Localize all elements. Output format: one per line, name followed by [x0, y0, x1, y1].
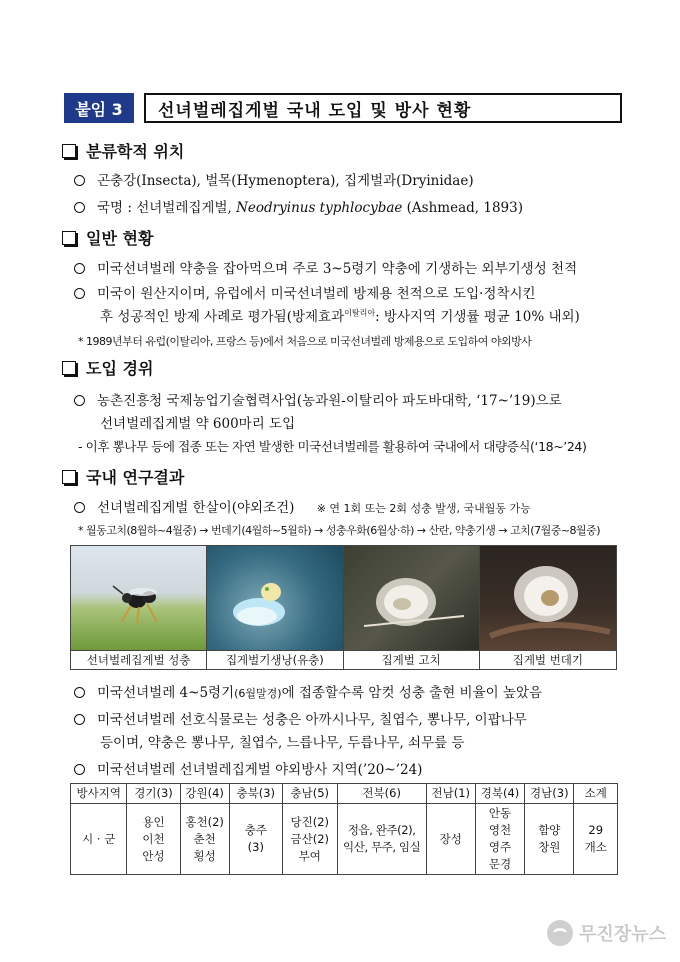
- circle-bullet-icon: [74, 175, 85, 186]
- lifecycle-note: ※ 연 1회 또는 2회 성충 발생, 국내월동 가능: [316, 502, 531, 515]
- appendix-header: [64, 93, 622, 123]
- scientific-name: Neodryinus typhlocybae: [236, 200, 403, 216]
- photo-caption: 선녀벌레집게벌 성충: [71, 650, 206, 669]
- lifecycle-detail-note: * 월동고치(8월하~4월중) → 번데기(4월하~5월하) → 성충우화(6월상·하) → 산란, 약충기생 → 고치(7월중~8월중): [78, 524, 601, 537]
- table-header-cell: 경남(3): [525, 784, 574, 804]
- section-title: 일반 현황: [86, 229, 154, 248]
- section-title: 국내 연구결과: [86, 468, 185, 487]
- checkbox-bullet-icon: [62, 361, 76, 375]
- intro-line-1-cont: 선녀벌레집게벌 약 600마리 도입: [100, 416, 296, 432]
- photo-adult: [71, 546, 207, 669]
- circle-bullet-icon: [74, 288, 85, 299]
- photo-cocoon: [344, 546, 480, 669]
- photo-caption: 집게벌 번데기: [480, 650, 616, 669]
- appendix-tag: 붙임 3: [64, 93, 134, 123]
- table-header-cell: 전북(6): [337, 784, 426, 804]
- table-header-cell: 방사지역: [71, 784, 127, 804]
- section-title: 도입 경위: [86, 359, 154, 378]
- table-cell: 충주 (3): [229, 804, 282, 875]
- photo-caption: 집게벌기생낭(유충): [207, 650, 342, 669]
- circle-bullet-icon: [74, 502, 85, 513]
- checkbox-bullet-icon: [62, 144, 76, 158]
- results-line-3: 미국선녀벌레 선호식물로는 성충은 아까시나무, 칠엽수, 뽕나무, 이팝나무: [74, 708, 527, 728]
- photo-pupa: [480, 546, 616, 669]
- appendix-title: 선녀벌레집게벌 국내 도입 및 방사 현황: [144, 93, 622, 123]
- section-title: 분류학적 위치: [86, 142, 185, 161]
- general-line-2-cont: 후 성공적인 방제 사례로 평가됨(방제효과$^{이탈리아}$: 방사지역 기생률 평균 10% 내외): [100, 308, 580, 325]
- table-cell: 홍천(2) 춘천 횡성: [180, 804, 229, 875]
- section-taxonomy-heading: [62, 139, 184, 162]
- general-note: * 1989년부터 유럽(이탈리아, 프랑스 등)에서 처음으로 미국선녀벌레 방제용으로 도입하여 야외방사: [78, 335, 532, 348]
- results-line-4: 미국선녀벌레 선녀벌레집게벌 야외방사 지역(’20~’24): [74, 758, 422, 778]
- table-row: [71, 804, 618, 875]
- adult-wasp-image: [71, 546, 206, 650]
- cocoon-image: [344, 546, 479, 650]
- release-region-table: [70, 783, 618, 875]
- pupa-image: [480, 546, 616, 650]
- taxonomy-line-1: 곤충강(Insecta), 벌목(Hymenoptera), 집게벌과(Dryinidae): [74, 169, 474, 189]
- table-header-cell: 소계: [574, 784, 618, 804]
- checkbox-bullet-icon: [62, 231, 76, 245]
- results-line-2: 미국선녀벌레 4~5령기(6월말경)에 접종할수록 암컷 성충 출현 비율이 높았음: [74, 681, 542, 701]
- table-cell: 29 개소: [574, 804, 618, 875]
- watermark: [547, 920, 666, 946]
- general-line-1: 미국선녀벌레 약충을 잡아먹으며 주로 3~5령기 약충에 기생하는 외부기생성 천적: [74, 257, 577, 277]
- circle-bullet-icon: [74, 764, 85, 775]
- section-results-heading: [62, 465, 184, 488]
- watermark-text: 무진장뉴스: [579, 924, 666, 945]
- circle-bullet-icon: [74, 202, 85, 213]
- table-header-row: [71, 784, 618, 804]
- results-line-1: 선녀벌레집게벌 한살이(야외조건) ※ 연 1회 또는 2회 성충 발생, 국내월동 가능: [74, 496, 531, 516]
- row-label-cell: 시 · 군: [71, 804, 127, 875]
- table-header-cell: 전남(1): [426, 784, 475, 804]
- checkbox-bullet-icon: [62, 470, 76, 484]
- taxonomy-line-2: 국명 : 선녀벌레집게벌, Neodryinus typhlocybae (Ashmead, 1893): [74, 196, 523, 216]
- table-header-cell: 충남(5): [282, 784, 337, 804]
- general-line-2: 미국이 원산지이며, 유럽에서 미국선녀벌레 방제용 천적으로 도입·정착시킨: [74, 282, 536, 302]
- table-header-cell: 경기(3): [127, 784, 180, 804]
- table-header-cell: 경북(4): [475, 784, 524, 804]
- section-intro-heading: [62, 356, 153, 379]
- table-header-cell: 충북(3): [229, 784, 282, 804]
- circle-bullet-icon: [74, 714, 85, 725]
- table-cell: 당진(2) 금산(2) 부여: [282, 804, 337, 875]
- intro-dash-line: - 이후 뽕나무 등에 접종 또는 자연 발생한 미국선녀벌레를 활용하여 국내에서 대량증식(‘18~’24): [78, 439, 587, 454]
- table-header-cell: 강원(4): [180, 784, 229, 804]
- table-cell: 함양 창원: [525, 804, 574, 875]
- circle-bullet-icon: [74, 395, 85, 406]
- larva-sac-image: [207, 546, 342, 650]
- table-cell: 장성: [426, 804, 475, 875]
- photo-caption: 집게벌 고치: [344, 650, 479, 669]
- photo-larva: [207, 546, 343, 669]
- results-line-3-cont: 등이며, 약충은 뽕나무, 칠엽수, 느릅나무, 두릅나무, 쇠무릎 등: [100, 735, 465, 751]
- circle-bullet-icon: [74, 687, 85, 698]
- table-cell: 용인 이천 안성: [127, 804, 180, 875]
- watermark-logo-icon: [547, 920, 573, 946]
- intro-line-1: 농촌진흥청 국제농업기술협력사업(농과원-이탈리아 파도바대학, ‘17~’19)으로: [74, 389, 562, 409]
- section-general-heading: [62, 226, 153, 249]
- photo-strip: [70, 545, 617, 670]
- table-cell: 안동 영천 영주 문경: [475, 804, 524, 875]
- table-cell: 정읍, 완주(2), 익산, 무주, 임실: [337, 804, 426, 875]
- circle-bullet-icon: [74, 263, 85, 274]
